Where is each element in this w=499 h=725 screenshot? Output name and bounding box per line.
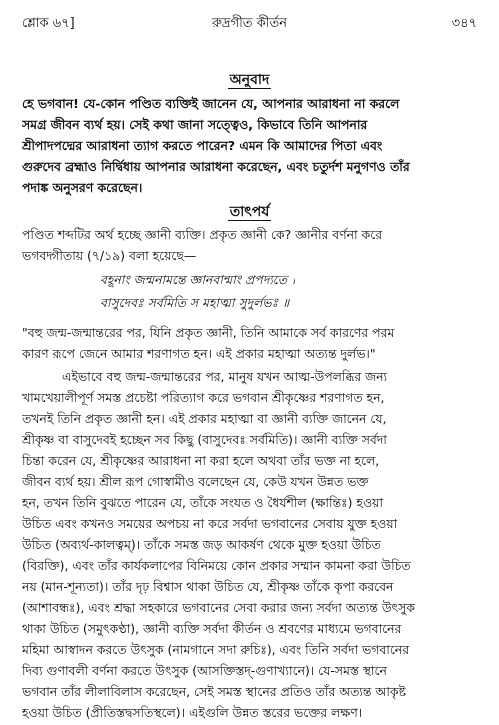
body-line: (বিরক্তি), এবং তাঁর কার্যকলাপের বিনিময়ে কোন প্রকার সম্মান কামনা করা উচিত — [22, 558, 411, 573]
body-line: হন, তখন তিনি বুঝতে পারেন যে, তাঁকে সংযত ও ধৈর্যশীল (ক্ষান্তিঃ) হওয়া — [22, 495, 383, 510]
purport-body — [22, 366, 481, 723]
body-line: ভগবান তাঁর লীলাবিলাস করেছেন, সেই সমস্ত স্থানের প্রতিও তাঁর অত্যন্ত আকৃষ্ট — [22, 684, 406, 699]
page-number: ৩৪৭ — [451, 16, 477, 31]
body-line: তখনই তিনি প্রকৃত জ্ঞানী হন। এই প্রকার মহাত্মা বা জ্ঞানী ব্যক্তি জানেন যে, — [22, 411, 387, 426]
gita-verse — [100, 268, 295, 314]
body-line: চিন্তা করেন যে, শ্রীকৃষ্ণের আরাধনা না করা হলে অথবা তাঁর ভক্ত না হলে, — [22, 453, 380, 468]
body-line: থাকা উচিত (সমুৎকণ্ঠা), জ্ঞানী ব্যক্তি সর্বদা কীর্তন ও শ্রবণের মাধ্যমে ভগবানের — [22, 621, 402, 636]
quote-line: "বহু জন্ম-জন্মান্তরের পর, যিনি প্রকৃত জ্ঞানী, তিনি আমাকে সর্ব কারণের পরম — [22, 325, 395, 340]
quote-line: কারণ রূপে জেনে আমার শরণাগত হন। এই প্রকার মহাত্মা অত্যন্ত দুর্লভ।" — [22, 346, 376, 361]
translation-line: সমগ্র জীবন ব্যর্থ হয়। সেই কথা জানা সত্ত্বেও, কিভাবে তিনি আপনার — [22, 117, 368, 132]
body-line: শ্রীকৃষ্ণ বা বাসুদেবই হচ্ছেন সব কিছু (বাসুদেবঃ সর্বমিতি)। জ্ঞানী ব্যক্তি সর্বদা — [22, 432, 387, 447]
purport-intro-line: পণ্ডিত শব্দটির অর্থ হচ্ছে জ্ঞানী ব্যক্তি। প্রকৃত জ্ঞানী কে? জ্ঞানীর বর্ণনা করে — [22, 227, 383, 242]
translation-line: হে ভগবান! যে-কোন পণ্ডিত ব্যক্তিই জানেন যে, আপনার আরাধনা না করলে — [22, 96, 400, 111]
purport-intro — [22, 224, 481, 266]
translation-line: পদাঙ্ক অনুসরণ করেছেন। — [22, 180, 143, 195]
translation-text — [22, 93, 481, 198]
body-line: (আশাবন্ধঃ), এবং শ্রদ্ধা সহকারে ভগবানের সেবা করার জন্য সর্বদা অত্যন্ত উৎসুক — [22, 600, 415, 615]
translation-line: শ্রীপাদপদ্মের আরাধনা ত্যাগ করতে পারেন? এমন কি আমাদের পিতা এবং — [22, 138, 383, 153]
purport-heading: তাৎপর্য — [229, 204, 270, 220]
page-header — [22, 14, 477, 34]
body-line: নয় (মান-শূন্যতা)। তাঁর দৃঢ় বিশ্বাস থাকা উচিত যে, শ্রীকৃষ্ণ তাঁকে কৃপা করবেন — [22, 579, 394, 594]
verse-reference: শ্লোক ৬৭] — [22, 16, 75, 31]
body-line: জীবন ব্যর্থ হয়। শ্রীল রূপ গোস্বামীও বলেছেন যে, কেউ যখন উন্নত ভক্ত — [22, 474, 369, 489]
body-line: দিব্য গুণাবলী বর্ণনা করতে উৎসুক (আসক্তিস্তদ্-গুণাখ্যানে)। যে-সমস্ত স্থানে — [22, 663, 387, 678]
body-line: উচিত এবং কখনও সময়ের অপচয় না করে সর্বদা ভগবানের সেবায় যুক্ত হওয়া — [22, 516, 398, 531]
verse-line: বাসুদেবঃ সর্বমিতি স মহাত্মা সুদুর্লভঃ ॥ — [100, 295, 290, 310]
body-line: হওয়া উচিত (প্রীতিস্তদ্বসতিস্থলে)। এইগুলি উন্নত স্তরের ভক্তের লক্ষণ। — [22, 705, 363, 720]
purport-intro-line: ভগবদ্গীতায় (৭/১৯) বলা হয়েছে— — [22, 248, 197, 263]
translation-heading: অনুবাদ — [229, 72, 270, 88]
body-line: এইভাবে বহু জন্ম-জন্মান্তরের পর, মানুষ যখন আত্ম-উপলব্ধির জন্য — [62, 369, 388, 384]
body-line: উচিত (অব্যর্থ-কালত্বম্)। তাঁকে সমস্ত জড় আকর্ষণ থেকে মুক্ত হওয়া উচিত — [22, 537, 381, 552]
verse-line: বহূনাং জন্মনামন্তে জ্ঞানবান্মাং প্রপদ্যতে । — [100, 272, 296, 287]
body-line: মহিমা আস্বাদন করতে উৎসুক (নামগানে সদা রুচিঃ), এবং তিনি সর্বদা ভগবানের — [22, 642, 410, 657]
body-line: খামখেয়ালীপূর্ণ সমস্ত প্রচেষ্টা পরিত্যাগ করে ভগবান শ্রীকৃষ্ণের শরণাগত হন, — [22, 390, 385, 405]
translation-line: গুরুদেব ব্রহ্মাও নির্দ্বিধায় আপনার আরাধনা করেছেন, এবং চতুর্দশ মনুগণও তাঁর — [22, 159, 410, 174]
verse-quote — [22, 322, 481, 364]
chapter-title: রুদ্রগীত কীর্তন — [211, 16, 288, 31]
